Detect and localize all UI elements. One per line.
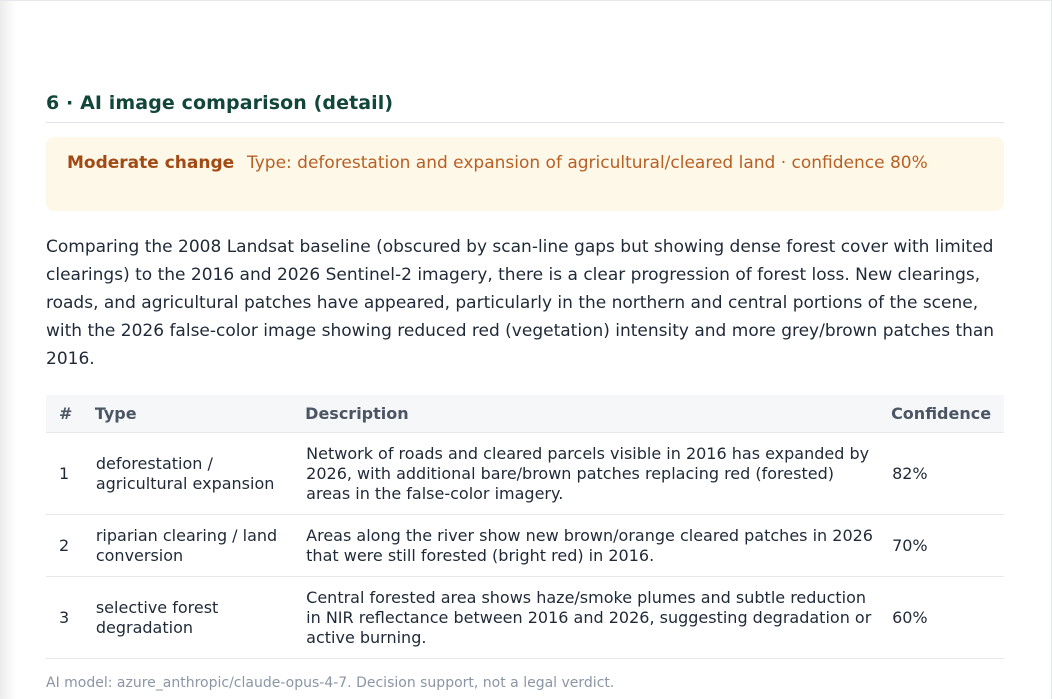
row-description: Areas along the river show new brown/orange cleared patches in 2026 that were still forested (bright red) in 2016.: [305, 515, 891, 577]
header-confidence: Confidence: [891, 395, 1004, 433]
header-number: #: [46, 395, 95, 433]
section-title: 6 · AI image comparison (detail): [46, 92, 1004, 123]
page-edge-shadow: [0, 0, 16, 699]
change-level-label: Moderate change: [67, 153, 235, 173]
header-type: Type: [95, 395, 305, 433]
model-disclaimer: AI model: azure_anthropic/claude-opus-4-7. Decision support, not a legal verdict.: [46, 675, 615, 691]
table-header-row: [46, 395, 1004, 433]
header-description: Description: [305, 395, 891, 433]
summary-paragraph: Comparing the 2008 Landsat baseline (obscured by scan-line gaps but showing dense forest cover with limited clearings) to the 2016 and 2026 Sentinel-2 imagery, there is a clear progression of forest loss. New clearings, roads, and agricultural patches have appeared, particularly in the northern and central portions of the scene, with the 2026 false-color image showing reduced red (vegetation) intensity and more grey/brown patches than 2016.: [46, 237, 995, 369]
row-type: selective forest degradation: [95, 577, 305, 659]
top-divider: [0, 0, 1052, 1]
row-number: 1: [46, 433, 95, 515]
table-row: [46, 577, 1004, 659]
change-alert: [46, 137, 1004, 211]
table-row: [46, 433, 1004, 515]
row-description: Central forested area shows haze/smoke plumes and subtle reduction in NIR reflectance between 2016 and 2026, suggesting degradation or active burning.: [305, 577, 891, 659]
row-confidence: 82%: [891, 433, 1004, 515]
row-confidence: 60%: [891, 577, 1004, 659]
row-confidence: 70%: [891, 515, 1004, 577]
row-number: 3: [46, 577, 95, 659]
table-row: [46, 515, 1004, 577]
changes-table: [46, 395, 1004, 659]
row-number: 2: [46, 515, 95, 577]
row-description: Network of roads and cleared parcels visible in 2016 has expanded by 2026, with additional bare/brown patches replacing red (forested) areas in the false-color imagery.: [305, 433, 891, 515]
report-section: [46, 92, 1004, 691]
change-type-text: Type: deforestation and expansion of agricultural/cleared land · confidence 80%: [247, 153, 928, 173]
row-type: riparian clearing / land conversion: [95, 515, 305, 577]
row-type: deforestation / agricultural expansion: [95, 433, 305, 515]
